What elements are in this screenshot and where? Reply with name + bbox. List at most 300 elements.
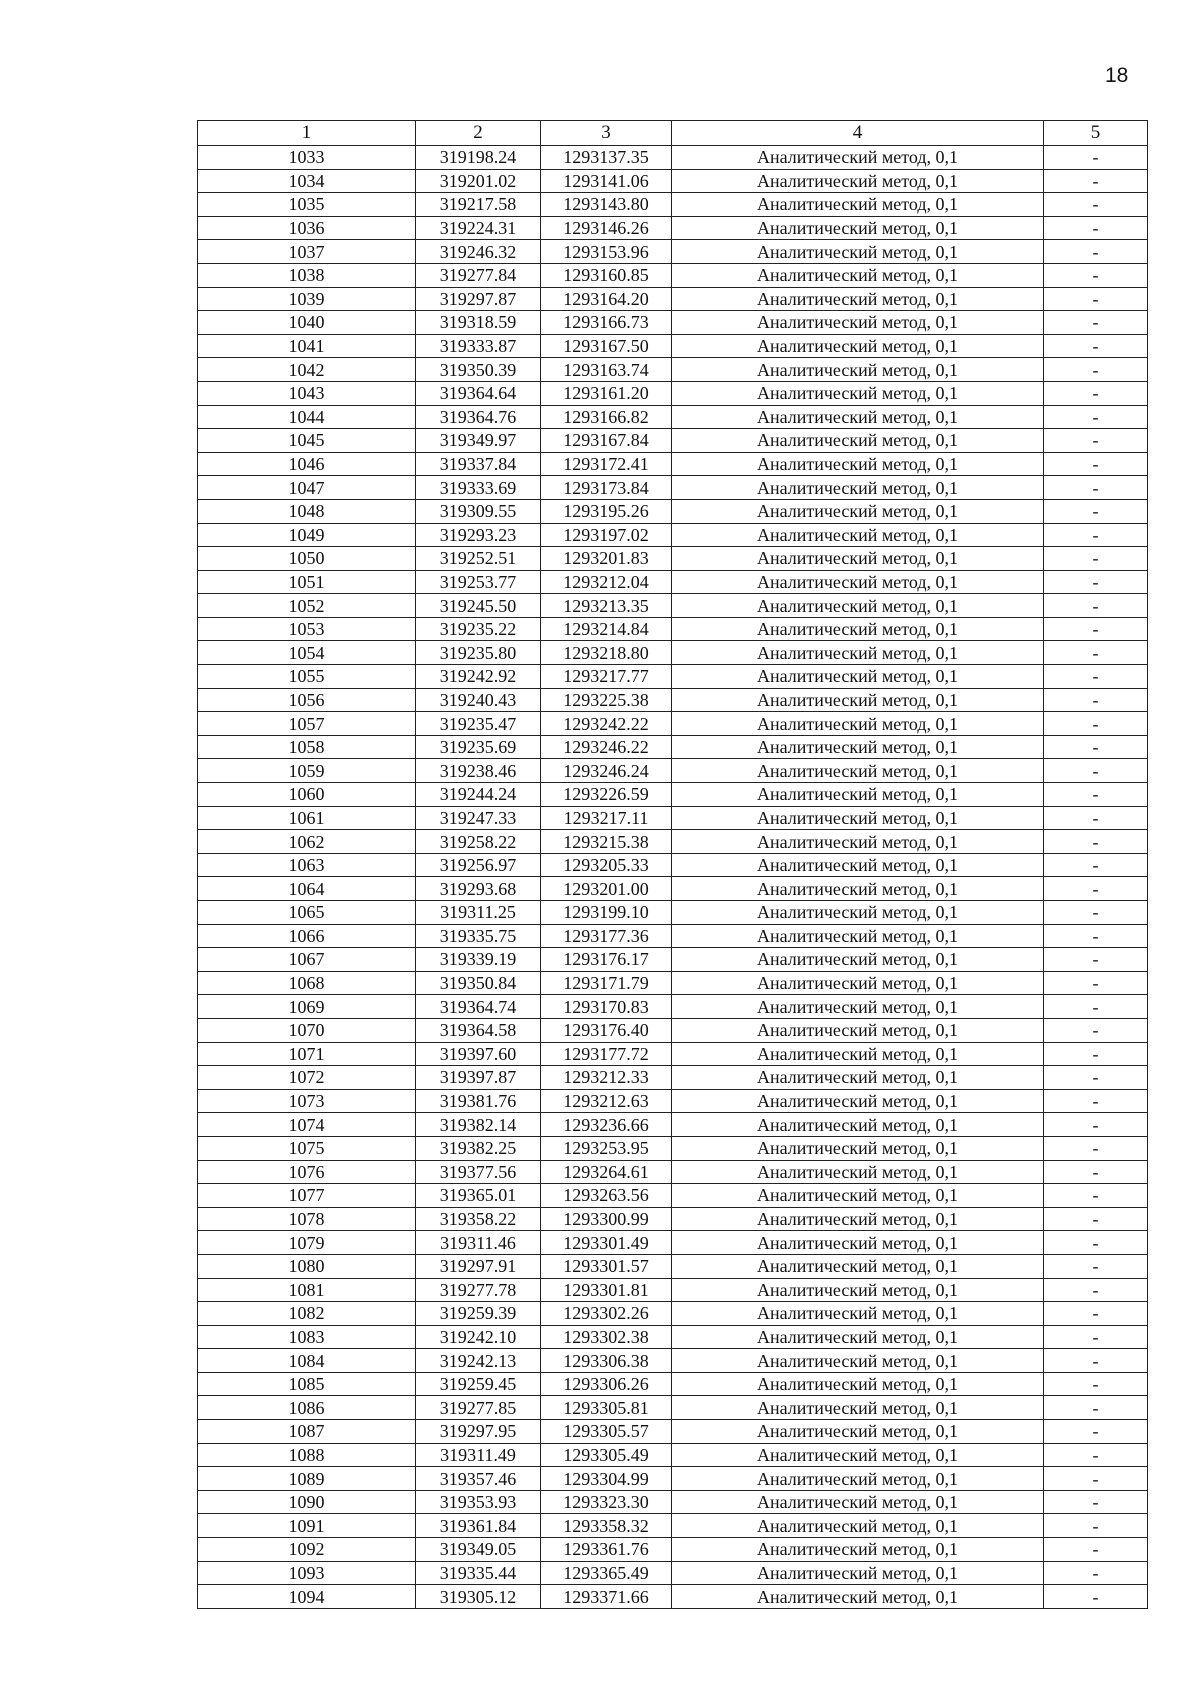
method-cell: Аналитический метод, 0,1 [672, 1420, 1044, 1444]
note-cell: - [1044, 287, 1148, 311]
y-coordinate-cell: 1293197.02 [541, 523, 672, 547]
note-cell: - [1044, 381, 1148, 405]
y-coordinate-cell: 1293371.66 [541, 1585, 672, 1609]
x-coordinate-cell: 319238.46 [416, 759, 541, 783]
y-coordinate-cell: 1293146.26 [541, 216, 672, 240]
y-coordinate-cell: 1293195.26 [541, 499, 672, 523]
method-cell: Аналитический метод, 0,1 [672, 1160, 1044, 1184]
method-cell: Аналитический метод, 0,1 [672, 1042, 1044, 1066]
note-cell: - [1044, 924, 1148, 948]
y-coordinate-cell: 1293305.81 [541, 1396, 672, 1420]
note-cell: - [1044, 712, 1148, 736]
y-coordinate-cell: 1293226.59 [541, 783, 672, 807]
method-cell: Аналитический метод, 0,1 [672, 1066, 1044, 1090]
table-row [198, 193, 1148, 217]
table-row [198, 1302, 1148, 1326]
table-row [198, 1254, 1148, 1278]
table-row [198, 146, 1148, 170]
header-col-4: 4 [672, 121, 1044, 146]
note-cell: - [1044, 1018, 1148, 1042]
point-number-cell: 1083 [198, 1325, 416, 1349]
table-row [198, 1349, 1148, 1373]
point-number-cell: 1045 [198, 429, 416, 453]
point-number-cell: 1049 [198, 523, 416, 547]
x-coordinate-cell: 319277.85 [416, 1396, 541, 1420]
method-cell: Аналитический метод, 0,1 [672, 358, 1044, 382]
x-coordinate-cell: 319253.77 [416, 570, 541, 594]
y-coordinate-cell: 1293365.49 [541, 1561, 672, 1585]
point-number-cell: 1085 [198, 1372, 416, 1396]
note-cell: - [1044, 523, 1148, 547]
method-cell: Аналитический метод, 0,1 [672, 334, 1044, 358]
y-coordinate-cell: 1293263.56 [541, 1184, 672, 1208]
method-cell: Аналитический метод, 0,1 [672, 1349, 1044, 1373]
x-coordinate-cell: 319235.80 [416, 641, 541, 665]
y-coordinate-cell: 1293167.84 [541, 429, 672, 453]
y-coordinate-cell: 1293301.81 [541, 1278, 672, 1302]
point-number-cell: 1066 [198, 924, 416, 948]
method-cell: Аналитический метод, 0,1 [672, 1490, 1044, 1514]
note-cell: - [1044, 1066, 1148, 1090]
point-number-cell: 1090 [198, 1490, 416, 1514]
method-cell: Аналитический метод, 0,1 [672, 499, 1044, 523]
x-coordinate-cell: 319318.59 [416, 311, 541, 335]
point-number-cell: 1077 [198, 1184, 416, 1208]
note-cell: - [1044, 759, 1148, 783]
table-row [198, 901, 1148, 925]
table-row [198, 1490, 1148, 1514]
note-cell: - [1044, 1372, 1148, 1396]
x-coordinate-cell: 319397.60 [416, 1042, 541, 1066]
x-coordinate-cell: 319311.25 [416, 901, 541, 925]
method-cell: Аналитический метод, 0,1 [672, 712, 1044, 736]
table-row [198, 570, 1148, 594]
note-cell: - [1044, 1042, 1148, 1066]
note-cell: - [1044, 641, 1148, 665]
note-cell: - [1044, 1325, 1148, 1349]
table-row [198, 594, 1148, 618]
note-cell: - [1044, 1538, 1148, 1562]
method-cell: Аналитический метод, 0,1 [672, 452, 1044, 476]
table-row [198, 1042, 1148, 1066]
table-row [198, 476, 1148, 500]
x-coordinate-cell: 319256.97 [416, 853, 541, 877]
note-cell: - [1044, 995, 1148, 1019]
x-coordinate-cell: 319246.32 [416, 240, 541, 264]
y-coordinate-cell: 1293302.26 [541, 1302, 672, 1326]
x-coordinate-cell: 319258.22 [416, 830, 541, 854]
x-coordinate-cell: 319201.02 [416, 169, 541, 193]
coordinates-table [197, 120, 1148, 1609]
method-cell: Аналитический метод, 0,1 [672, 665, 1044, 689]
point-number-cell: 1067 [198, 948, 416, 972]
table-row [198, 1018, 1148, 1042]
x-coordinate-cell: 319297.91 [416, 1254, 541, 1278]
point-number-cell: 1052 [198, 594, 416, 618]
note-cell: - [1044, 1585, 1148, 1609]
table-row [198, 216, 1148, 240]
y-coordinate-cell: 1293143.80 [541, 193, 672, 217]
note-cell: - [1044, 1207, 1148, 1231]
x-coordinate-cell: 319244.24 [416, 783, 541, 807]
table-row [198, 924, 1148, 948]
y-coordinate-cell: 1293218.80 [541, 641, 672, 665]
x-coordinate-cell: 319364.76 [416, 405, 541, 429]
table-row [198, 1184, 1148, 1208]
point-number-cell: 1092 [198, 1538, 416, 1562]
point-number-cell: 1070 [198, 1018, 416, 1042]
y-coordinate-cell: 1293164.20 [541, 287, 672, 311]
y-coordinate-cell: 1293212.63 [541, 1089, 672, 1113]
table-row [198, 1396, 1148, 1420]
point-number-cell: 1088 [198, 1443, 416, 1467]
y-coordinate-cell: 1293160.85 [541, 263, 672, 287]
x-coordinate-cell: 319382.25 [416, 1136, 541, 1160]
note-cell: - [1044, 1420, 1148, 1444]
x-coordinate-cell: 319242.13 [416, 1349, 541, 1373]
table-row [198, 169, 1148, 193]
note-cell: - [1044, 594, 1148, 618]
x-coordinate-cell: 319293.23 [416, 523, 541, 547]
table-row [198, 1420, 1148, 1444]
note-cell: - [1044, 948, 1148, 972]
table-row [198, 971, 1148, 995]
y-coordinate-cell: 1293306.26 [541, 1372, 672, 1396]
method-cell: Аналитический метод, 0,1 [672, 216, 1044, 240]
x-coordinate-cell: 319252.51 [416, 547, 541, 571]
method-cell: Аналитический метод, 0,1 [672, 1136, 1044, 1160]
y-coordinate-cell: 1293300.99 [541, 1207, 672, 1231]
point-number-cell: 1078 [198, 1207, 416, 1231]
note-cell: - [1044, 971, 1148, 995]
note-cell: - [1044, 1349, 1148, 1373]
table-row [198, 830, 1148, 854]
method-cell: Аналитический метод, 0,1 [672, 830, 1044, 854]
y-coordinate-cell: 1293306.38 [541, 1349, 672, 1373]
method-cell: Аналитический метод, 0,1 [672, 381, 1044, 405]
point-number-cell: 1056 [198, 688, 416, 712]
note-cell: - [1044, 499, 1148, 523]
header-col-1: 1 [198, 121, 416, 146]
y-coordinate-cell: 1293176.17 [541, 948, 672, 972]
point-number-cell: 1053 [198, 617, 416, 641]
point-number-cell: 1080 [198, 1254, 416, 1278]
table-row [198, 665, 1148, 689]
method-cell: Аналитический метод, 0,1 [672, 688, 1044, 712]
note-cell: - [1044, 877, 1148, 901]
table-row [198, 1160, 1148, 1184]
y-coordinate-cell: 1293161.20 [541, 381, 672, 405]
table-row [198, 1372, 1148, 1396]
note-cell: - [1044, 311, 1148, 335]
note-cell: - [1044, 216, 1148, 240]
point-number-cell: 1075 [198, 1136, 416, 1160]
note-cell: - [1044, 783, 1148, 807]
note-cell: - [1044, 1113, 1148, 1137]
x-coordinate-cell: 319311.49 [416, 1443, 541, 1467]
y-coordinate-cell: 1293173.84 [541, 476, 672, 500]
x-coordinate-cell: 319293.68 [416, 877, 541, 901]
y-coordinate-cell: 1293246.24 [541, 759, 672, 783]
y-coordinate-cell: 1293171.79 [541, 971, 672, 995]
table-row [198, 1278, 1148, 1302]
y-coordinate-cell: 1293212.04 [541, 570, 672, 594]
table-row [198, 405, 1148, 429]
method-cell: Аналитический метод, 0,1 [672, 1514, 1044, 1538]
method-cell: Аналитический метод, 0,1 [672, 1372, 1044, 1396]
note-cell: - [1044, 1443, 1148, 1467]
note-cell: - [1044, 193, 1148, 217]
note-cell: - [1044, 1302, 1148, 1326]
note-cell: - [1044, 1490, 1148, 1514]
y-coordinate-cell: 1293212.33 [541, 1066, 672, 1090]
point-number-cell: 1042 [198, 358, 416, 382]
table-row [198, 1231, 1148, 1255]
table-row [198, 1207, 1148, 1231]
x-coordinate-cell: 319397.87 [416, 1066, 541, 1090]
table-row [198, 381, 1148, 405]
note-cell: - [1044, 1278, 1148, 1302]
point-number-cell: 1091 [198, 1514, 416, 1538]
y-coordinate-cell: 1293201.00 [541, 877, 672, 901]
method-cell: Аналитический метод, 0,1 [672, 1467, 1044, 1491]
x-coordinate-cell: 319339.19 [416, 948, 541, 972]
point-number-cell: 1055 [198, 665, 416, 689]
table-row [198, 429, 1148, 453]
y-coordinate-cell: 1293358.32 [541, 1514, 672, 1538]
y-coordinate-cell: 1293217.11 [541, 806, 672, 830]
method-cell: Аналитический метод, 0,1 [672, 617, 1044, 641]
note-cell: - [1044, 334, 1148, 358]
table-row [198, 1538, 1148, 1562]
table-row [198, 1443, 1148, 1467]
table-row [198, 1467, 1148, 1491]
note-cell: - [1044, 429, 1148, 453]
method-cell: Аналитический метод, 0,1 [672, 1561, 1044, 1585]
point-number-cell: 1084 [198, 1349, 416, 1373]
method-cell: Аналитический метод, 0,1 [672, 877, 1044, 901]
y-coordinate-cell: 1293172.41 [541, 452, 672, 476]
y-coordinate-cell: 1293153.96 [541, 240, 672, 264]
x-coordinate-cell: 319349.97 [416, 429, 541, 453]
note-cell: - [1044, 806, 1148, 830]
method-cell: Аналитический метод, 0,1 [672, 641, 1044, 665]
method-cell: Аналитический метод, 0,1 [672, 995, 1044, 1019]
point-number-cell: 1046 [198, 452, 416, 476]
method-cell: Аналитический метод, 0,1 [672, 476, 1044, 500]
note-cell: - [1044, 688, 1148, 712]
table-row [198, 334, 1148, 358]
point-number-cell: 1038 [198, 263, 416, 287]
method-cell: Аналитический метод, 0,1 [672, 1018, 1044, 1042]
method-cell: Аналитический метод, 0,1 [672, 1302, 1044, 1326]
y-coordinate-cell: 1293205.33 [541, 853, 672, 877]
x-coordinate-cell: 319337.84 [416, 452, 541, 476]
point-number-cell: 1064 [198, 877, 416, 901]
y-coordinate-cell: 1293163.74 [541, 358, 672, 382]
note-cell: - [1044, 476, 1148, 500]
method-cell: Аналитический метод, 0,1 [672, 1585, 1044, 1609]
y-coordinate-cell: 1293323.30 [541, 1490, 672, 1514]
table-row [198, 1585, 1148, 1609]
x-coordinate-cell: 319247.33 [416, 806, 541, 830]
x-coordinate-cell: 319358.22 [416, 1207, 541, 1231]
point-number-cell: 1034 [198, 169, 416, 193]
method-cell: Аналитический метод, 0,1 [672, 547, 1044, 571]
y-coordinate-cell: 1293301.57 [541, 1254, 672, 1278]
point-number-cell: 1094 [198, 1585, 416, 1609]
point-number-cell: 1062 [198, 830, 416, 854]
method-cell: Аналитический метод, 0,1 [672, 971, 1044, 995]
note-cell: - [1044, 570, 1148, 594]
note-cell: - [1044, 1089, 1148, 1113]
y-coordinate-cell: 1293141.06 [541, 169, 672, 193]
x-coordinate-cell: 319353.93 [416, 1490, 541, 1514]
note-cell: - [1044, 735, 1148, 759]
note-cell: - [1044, 358, 1148, 382]
point-number-cell: 1076 [198, 1160, 416, 1184]
point-number-cell: 1060 [198, 783, 416, 807]
method-cell: Аналитический метод, 0,1 [672, 429, 1044, 453]
point-number-cell: 1039 [198, 287, 416, 311]
point-number-cell: 1044 [198, 405, 416, 429]
point-number-cell: 1087 [198, 1420, 416, 1444]
header-col-3: 3 [541, 121, 672, 146]
note-cell: - [1044, 169, 1148, 193]
table-row [198, 712, 1148, 736]
x-coordinate-cell: 319235.47 [416, 712, 541, 736]
note-cell: - [1044, 240, 1148, 264]
x-coordinate-cell: 319381.76 [416, 1089, 541, 1113]
x-coordinate-cell: 319311.46 [416, 1231, 541, 1255]
point-number-cell: 1058 [198, 735, 416, 759]
point-number-cell: 1073 [198, 1089, 416, 1113]
x-coordinate-cell: 319333.87 [416, 334, 541, 358]
point-number-cell: 1071 [198, 1042, 416, 1066]
y-coordinate-cell: 1293246.22 [541, 735, 672, 759]
note-cell: - [1044, 830, 1148, 854]
table-row [198, 547, 1148, 571]
note-cell: - [1044, 901, 1148, 925]
y-coordinate-cell: 1293305.49 [541, 1443, 672, 1467]
note-cell: - [1044, 1254, 1148, 1278]
x-coordinate-cell: 319277.78 [416, 1278, 541, 1302]
point-number-cell: 1074 [198, 1113, 416, 1137]
x-coordinate-cell: 319335.75 [416, 924, 541, 948]
method-cell: Аналитический метод, 0,1 [672, 948, 1044, 972]
method-cell: Аналитический метод, 0,1 [672, 523, 1044, 547]
y-coordinate-cell: 1293166.73 [541, 311, 672, 335]
note-cell: - [1044, 1231, 1148, 1255]
x-coordinate-cell: 319240.43 [416, 688, 541, 712]
method-cell: Аналитический метод, 0,1 [672, 1254, 1044, 1278]
method-cell: Аналитический метод, 0,1 [672, 1207, 1044, 1231]
header-col-5: 5 [1044, 121, 1148, 146]
x-coordinate-cell: 319235.22 [416, 617, 541, 641]
x-coordinate-cell: 319297.87 [416, 287, 541, 311]
table-row [198, 1066, 1148, 1090]
note-cell: - [1044, 1136, 1148, 1160]
method-cell: Аналитический метод, 0,1 [672, 570, 1044, 594]
x-coordinate-cell: 319242.92 [416, 665, 541, 689]
table-row [198, 1136, 1148, 1160]
point-number-cell: 1051 [198, 570, 416, 594]
point-number-cell: 1079 [198, 1231, 416, 1255]
x-coordinate-cell: 319364.58 [416, 1018, 541, 1042]
y-coordinate-cell: 1293305.57 [541, 1420, 672, 1444]
note-cell: - [1044, 1184, 1148, 1208]
x-coordinate-cell: 319259.39 [416, 1302, 541, 1326]
x-coordinate-cell: 319350.84 [416, 971, 541, 995]
x-coordinate-cell: 319297.95 [416, 1420, 541, 1444]
point-number-cell: 1047 [198, 476, 416, 500]
table-row [198, 995, 1148, 1019]
point-number-cell: 1037 [198, 240, 416, 264]
method-cell: Аналитический метод, 0,1 [672, 594, 1044, 618]
x-coordinate-cell: 319245.50 [416, 594, 541, 618]
method-cell: Аналитический метод, 0,1 [672, 901, 1044, 925]
x-coordinate-cell: 319198.24 [416, 146, 541, 170]
note-cell: - [1044, 405, 1148, 429]
method-cell: Аналитический метод, 0,1 [672, 1325, 1044, 1349]
table-row [198, 759, 1148, 783]
point-number-cell: 1069 [198, 995, 416, 1019]
method-cell: Аналитический метод, 0,1 [672, 853, 1044, 877]
point-number-cell: 1040 [198, 311, 416, 335]
table-row [198, 311, 1148, 335]
method-cell: Аналитический метод, 0,1 [672, 1113, 1044, 1137]
note-cell: - [1044, 617, 1148, 641]
note-cell: - [1044, 263, 1148, 287]
x-coordinate-cell: 319382.14 [416, 1113, 541, 1137]
method-cell: Аналитический метод, 0,1 [672, 924, 1044, 948]
table-row [198, 452, 1148, 476]
note-cell: - [1044, 146, 1148, 170]
y-coordinate-cell: 1293137.35 [541, 146, 672, 170]
table-row [198, 358, 1148, 382]
table-row [198, 523, 1148, 547]
y-coordinate-cell: 1293217.77 [541, 665, 672, 689]
note-cell: - [1044, 1467, 1148, 1491]
x-coordinate-cell: 319335.44 [416, 1561, 541, 1585]
table-row [198, 641, 1148, 665]
point-number-cell: 1081 [198, 1278, 416, 1302]
y-coordinate-cell: 1293361.76 [541, 1538, 672, 1562]
y-coordinate-cell: 1293301.49 [541, 1231, 672, 1255]
y-coordinate-cell: 1293215.38 [541, 830, 672, 854]
method-cell: Аналитический метод, 0,1 [672, 759, 1044, 783]
table-row [198, 617, 1148, 641]
x-coordinate-cell: 319242.10 [416, 1325, 541, 1349]
method-cell: Аналитический метод, 0,1 [672, 1538, 1044, 1562]
y-coordinate-cell: 1293177.72 [541, 1042, 672, 1066]
table-row [198, 1514, 1148, 1538]
table-row [198, 783, 1148, 807]
y-coordinate-cell: 1293242.22 [541, 712, 672, 736]
y-coordinate-cell: 1293167.50 [541, 334, 672, 358]
method-cell: Аналитический метод, 0,1 [672, 1278, 1044, 1302]
x-coordinate-cell: 319305.12 [416, 1585, 541, 1609]
table-row [198, 240, 1148, 264]
note-cell: - [1044, 547, 1148, 571]
note-cell: - [1044, 1561, 1148, 1585]
table-row [198, 1113, 1148, 1137]
table-row [198, 688, 1148, 712]
table-header-row [198, 121, 1148, 146]
method-cell: Аналитический метод, 0,1 [672, 146, 1044, 170]
point-number-cell: 1041 [198, 334, 416, 358]
x-coordinate-cell: 319361.84 [416, 1514, 541, 1538]
